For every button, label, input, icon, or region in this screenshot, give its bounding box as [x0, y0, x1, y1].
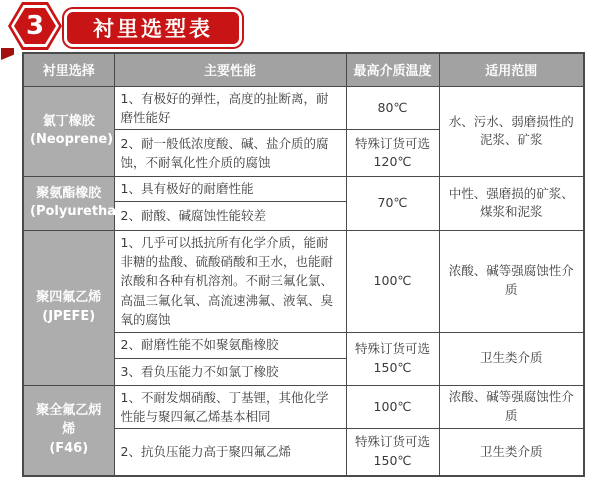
range-cell: 浓酸、碱等强腐蚀性介质	[439, 230, 584, 332]
performance-cell: 2、耐磨性能不如聚氨酯橡胶	[114, 332, 346, 358]
performance-cell: 1、不耐发烟硝酸、丁基锂，其他化学性能与聚四氟乙烯基本相同	[114, 385, 346, 429]
performance-cell: 1、具有极好的耐磨性能	[114, 177, 346, 201]
title-banner	[64, 9, 242, 47]
range-cell: 卫生类介质	[439, 332, 584, 385]
page-header	[0, 0, 600, 52]
temperature-cell: 70℃	[346, 177, 439, 230]
lining-name-cell: 氯丁橡胶 (Neoprene)	[23, 86, 114, 177]
lining-name-cell: 聚全氟乙炳烯 (F46)	[23, 385, 114, 476]
table-row	[23, 385, 584, 429]
badge-number: 3	[25, 11, 45, 41]
temperature-cell: 100℃	[346, 230, 439, 332]
performance-cell: 2、抗负压能力高于聚四氟乙烯	[114, 429, 346, 476]
lining-name-cell: 聚氨酯橡胶 (Polyurethane)	[23, 177, 114, 230]
range-cell: 水、污水、弱磨损性的泥浆、矿浆	[439, 86, 584, 177]
range-cell: 中性、强磨损的矿浆、煤浆和泥浆	[439, 177, 584, 230]
range-cell: 卫生类介质	[439, 429, 584, 476]
header-applicable-range: 适用范围	[439, 53, 584, 86]
page-title: 衬里选型表	[93, 17, 213, 41]
temperature-cell: 特殊订货可选 120℃	[346, 130, 439, 177]
table-row	[23, 177, 584, 201]
performance-cell: 1、有极好的弹性，高度的扯断离，耐磨性能好	[114, 86, 346, 130]
temperature-cell: 特殊订货可选 150℃	[346, 332, 439, 385]
performance-cell: 2、耐酸、碱腐蚀性能较差	[114, 201, 346, 230]
lining-name-cell: 聚四氟乙烯 (JPEFE)	[23, 230, 114, 385]
table-header-row	[23, 53, 584, 86]
performance-cell: 2、耐一般低浓度酸、碱、盐介质的腐蚀，不耐氧化性介质的腐蚀	[114, 130, 346, 177]
performance-cell: 1、几乎可以抵抗所有化学介质，能耐非糖的盐酸、硫酸硝酸和王水，也能耐浓酸和各种有机溶剂。不耐三氟化氯、高温三氟化氧、高流速沸氟、液氧、臭氧的腐蚀	[114, 230, 346, 332]
lining-selection-table	[22, 52, 585, 477]
ribbon-fold	[1, 48, 14, 60]
range-cell: 浓酸、碱等强腐蚀性介质	[439, 385, 584, 429]
temperature-cell: 80℃	[346, 86, 439, 130]
table-row	[23, 86, 584, 130]
header-main-performance: 主要性能	[114, 53, 346, 86]
performance-cell: 3、看负压能力不如氯丁橡胶	[114, 358, 346, 385]
header-max-medium-temperature: 最高介质温度	[346, 53, 439, 86]
table-row	[23, 230, 584, 332]
temperature-cell: 特殊订货可选 150℃	[346, 429, 439, 476]
temperature-cell: 100℃	[346, 385, 439, 429]
header-lining-choice: 衬里选择	[23, 53, 114, 86]
